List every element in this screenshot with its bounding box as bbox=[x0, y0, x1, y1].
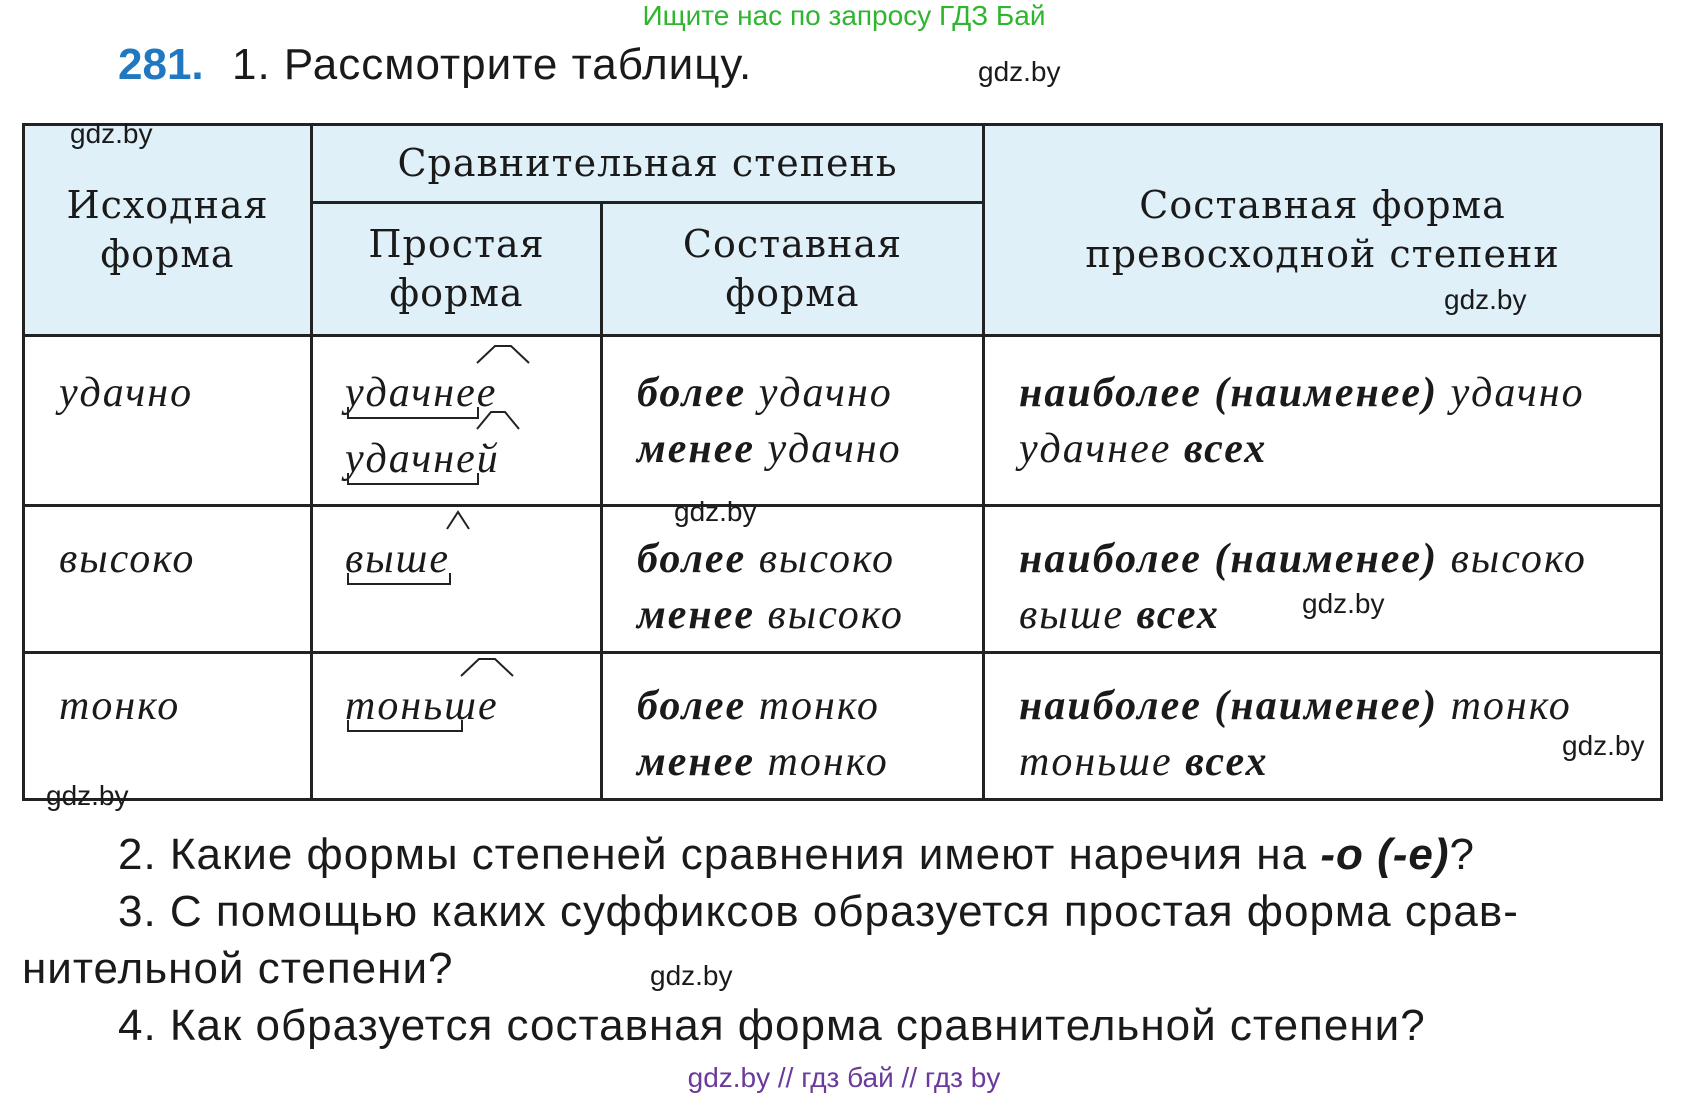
exercise-task-1: 1. Рассмотрите таблицу. bbox=[232, 40, 753, 89]
superlative-adverb: удачнее bbox=[1019, 426, 1184, 472]
compound-word: менее bbox=[637, 739, 756, 785]
stem-mark-icon bbox=[347, 573, 451, 585]
watermark: gdz.by bbox=[978, 56, 1061, 87]
watermark: gdz.by bbox=[674, 496, 757, 527]
initial-form: удачно bbox=[59, 370, 194, 416]
header-simple-form: Простая форма bbox=[312, 203, 602, 336]
question-3-line-2: нительной степени? bbox=[22, 944, 454, 993]
superlative-word: всех bbox=[1136, 592, 1220, 638]
header-initial-form: Исходная форма bbox=[24, 125, 312, 336]
superlative-adverb: тонко bbox=[1438, 683, 1572, 729]
stem-mark-icon bbox=[347, 407, 479, 419]
stem-mark-icon bbox=[347, 720, 463, 732]
compound-word: более bbox=[637, 683, 747, 729]
watermark: gdz.by bbox=[650, 960, 733, 991]
watermark: gdz.by bbox=[1562, 730, 1645, 761]
compound-adverb: тонко bbox=[746, 683, 880, 729]
compound-word: более bbox=[637, 536, 747, 582]
compound-adverb: удачно bbox=[746, 370, 893, 416]
exercise-number: 281. bbox=[118, 40, 204, 89]
question-3-line-1: 3. С помощью каких суффиксов образуется простая форма срав- bbox=[118, 887, 1519, 936]
superlative-word: всех bbox=[1183, 426, 1268, 472]
superlative-word: всех bbox=[1185, 739, 1269, 785]
compound-adverb: тонко bbox=[755, 739, 889, 785]
table-row bbox=[24, 336, 1662, 506]
simple-form: удачней bbox=[345, 431, 500, 487]
table-row bbox=[24, 506, 1662, 653]
header-compound-form: Составная форма bbox=[602, 203, 984, 336]
watermark: gdz.by bbox=[70, 118, 153, 149]
watermark: gdz.by bbox=[46, 780, 129, 811]
initial-form: высоко bbox=[59, 536, 196, 582]
watermark: gdz.by bbox=[1444, 284, 1527, 315]
table-row bbox=[24, 653, 1662, 800]
suffix-arc-icon bbox=[475, 409, 521, 431]
compound-word: более bbox=[637, 370, 747, 416]
suffix-arc-icon bbox=[475, 343, 531, 365]
suffix-arc-icon bbox=[459, 656, 515, 678]
compound-adverb: высоко bbox=[755, 592, 904, 638]
initial-form: тонко bbox=[59, 683, 181, 729]
footer-links: gdz.by // гдз бай // гдз by bbox=[687, 1062, 1001, 1093]
compound-adverb: высоко bbox=[746, 536, 896, 582]
superlative-adverb: выше bbox=[1019, 592, 1137, 638]
compound-word: менее bbox=[637, 426, 756, 472]
search-banner: Ищите нас по запросу ГДЗ Бай bbox=[642, 0, 1046, 31]
simple-form: выше bbox=[345, 531, 450, 587]
watermark: gdz.by bbox=[1302, 588, 1385, 619]
simple-form: тоньше bbox=[345, 678, 499, 734]
header-superlative-compound: Составная форма превосходной степени bbox=[984, 125, 1662, 336]
superlative-word: наиболее (наименее) bbox=[1019, 370, 1439, 416]
superlative-adverb: высоко bbox=[1438, 536, 1587, 582]
comparison-table bbox=[22, 123, 1663, 801]
superlative-word: наиболее (наименее) bbox=[1019, 536, 1439, 582]
compound-adverb: удачно bbox=[755, 426, 902, 472]
superlative-word: наиболее (наименее) bbox=[1019, 683, 1439, 729]
header-comparative-degree: Сравнительная степень bbox=[312, 125, 984, 203]
superlative-adverb: тоньше bbox=[1019, 739, 1186, 785]
compound-word: менее bbox=[637, 592, 756, 638]
superlative-adverb: удачно bbox=[1438, 370, 1585, 416]
simple-form: удачнее bbox=[345, 365, 497, 421]
suffix-arc-icon bbox=[445, 509, 471, 531]
question-4: 4. Как образуется составная форма сравнительной степени? bbox=[118, 1001, 1426, 1050]
question-2: 2. Какие формы степеней сравнения имеют наречия на -о (-е)? bbox=[118, 830, 1475, 879]
question-2-suffix: -о (-е) bbox=[1320, 830, 1450, 879]
stem-mark-icon bbox=[347, 473, 479, 485]
